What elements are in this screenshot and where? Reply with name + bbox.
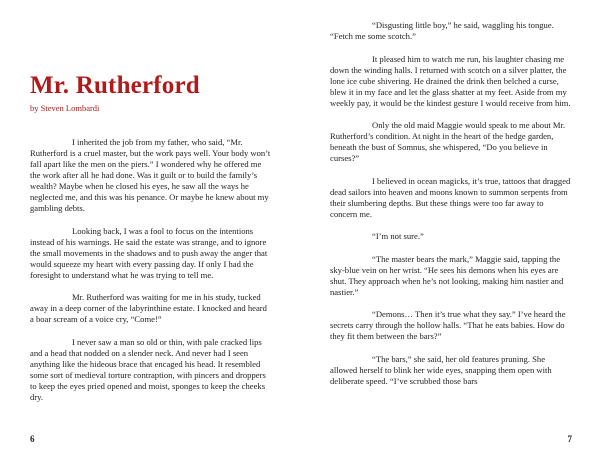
- paragraph: It pleased him to watch me run, his laughter chasing me down the winding halls. I returned with scotch on a silver platter, the lone ice cube shivering. He drained the drink then belched a curse, blew it in my face and let the glass shatter at my feet. Aside from my weekly pay, it would be the kindest gesture I would receive from him.: [330, 53, 571, 108]
- paragraph: I believed in ocean magicks, it’s true, tattoos that dragged dead sailors into heaven and moons known to summon serpents from their slumbering depths. But these things were too far away to concern me.: [330, 175, 571, 219]
- paragraph: Looking back, I was a fool to focus on the intentions instead of his warnings. He said the estate was strange, and to ignore the small movements in the shadows and to push away the anger that would squeeze my heart with every passing day. If only I had the foresight to understand what he was trying to tell me.: [30, 225, 268, 280]
- page-number-left: 6: [30, 434, 35, 444]
- byline: by Steven Lombardi: [30, 103, 100, 113]
- right-page: [300, 0, 600, 463]
- paragraph: Only the old maid Maggie would speak to me about Mr. Rutherford’s condition. At night in the heart of the hedge garden, beneath the bust of Somnus, she whispered, “Do you believe in curses?”: [330, 120, 566, 163]
- paragraph: “I’m not sure.”: [372, 231, 424, 241]
- paragraph: I inherited the job from my father, who said, “Mr. Rutherford is a cruel master, but the work pays well. Your body won’t fall apart like the men on the piers.” I wondered why he offered me the work after all he had done. Was it guilt or to build the family’s wealth? Maybe when he closed his eyes, he saw all the ways he neglected me, and this was his penance. Or maybe he knew about my gambling debts.: [30, 137, 271, 213]
- paragraph: I never saw a man so old or thin, with pale cracked lips and a head that nodded on a slender neck. And never had I seen anything like the hideous brace that encaged his head. It resembled some sort of medieval torture contraption, with pincers and droppers to keep the eyes pried opened and moist, sponges to keep the cheeks dry.: [30, 336, 266, 402]
- page-number-right: 7: [567, 434, 572, 444]
- paragraph: “The bars,” she said, her old features pruning. She allowed herself to blink her wide eyes, snapping them open with deliberate speed. “I’ve scrubbed those bars: [330, 353, 552, 386]
- paragraph: “The master bears the mark,” Maggie said, tapping the sky-blue vein on her wrist. “He sees his demons when his eyes are shut. They approach when he’s not looking, making him nastier and nastier.”: [330, 253, 564, 297]
- paragraph: “Demons… Then it’s true what they say.” I’ve heard the secrets carry through the hollow halls. “That he eats babies. How do they fit them between the bars?”: [330, 309, 566, 341]
- paragraph: “Disgusting little boy,” he said, waggling his tongue. “Fetch me some scotch.”: [330, 20, 554, 41]
- story-title: Mr. Rutherford: [30, 72, 200, 99]
- paragraph: Mr. Rutherford was waiting for me in his study, tucked away in a deep corner of the labyrinthine estate. I knocked and heard a boar scream of a voice cry, “Come!”: [30, 292, 267, 324]
